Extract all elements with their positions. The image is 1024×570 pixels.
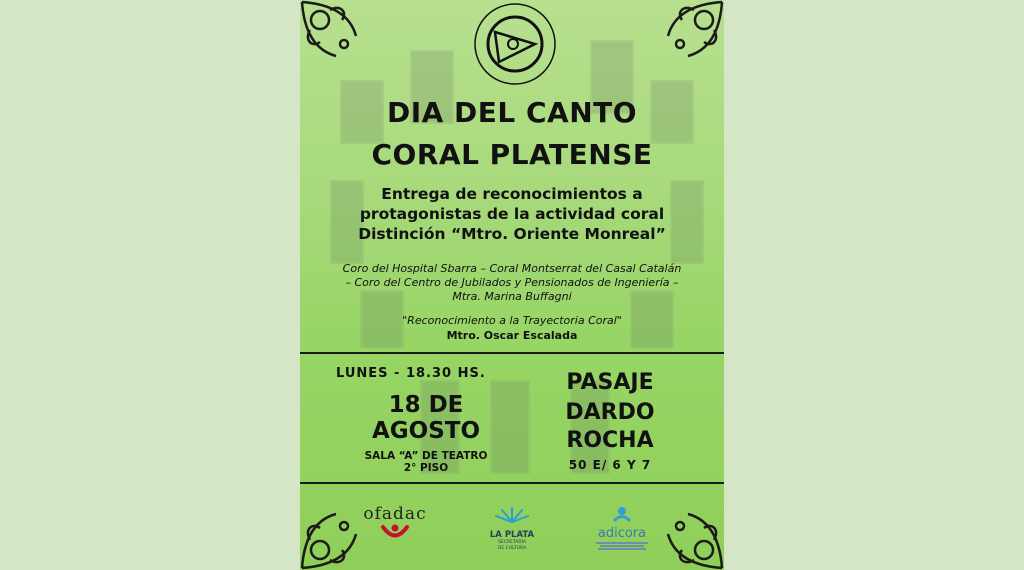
place-line-3: ROCHA <box>566 428 654 453</box>
la-plata-logo <box>486 506 538 554</box>
ornament-top-right <box>654 0 724 70</box>
ofadac-logo <box>358 504 432 550</box>
honorees-line-2: – Coro del Centro de Jubilados y Pensionados de Ingeniería – <box>345 276 679 289</box>
ornament-top-left <box>300 0 370 70</box>
la-plata-sub-2: DE CULTURA <box>497 546 527 551</box>
place-line-2: DARDO <box>565 400 655 425</box>
date-line-1: 18 DE <box>388 392 464 418</box>
ofadac-mark-icon <box>380 524 410 542</box>
subtitle-line-3: Distinción “Mtro. Oriente Monreal” <box>358 225 666 243</box>
ornament-bottom-right <box>654 500 724 570</box>
trajectory-name: Mtro. Oscar Escalada <box>446 329 578 342</box>
la-plata-sub-1: SECRETARÍA <box>498 540 526 545</box>
title-line-1: DIA DEL CANTO <box>386 96 638 129</box>
honorees-line-1: Coro del Hospital Sbarra – Coral Montserrat del Casal Catalán <box>342 262 682 275</box>
room-line-1: SALA “A” DE TEATRO <box>364 450 488 462</box>
address: 50 E/ 6 Y 7 <box>568 458 652 472</box>
title-line-2: CORAL PLATENSE <box>371 138 653 171</box>
subtitle-line-2: protagonistas de la actividad coral <box>359 205 665 223</box>
honorees-line-3: Mtra. Marina Buffagni <box>452 290 572 303</box>
place-line-1: PASAJE <box>566 370 654 395</box>
adicora-mark-icon <box>612 506 632 522</box>
society-seal-logo <box>473 2 557 86</box>
ofadac-text: ofadac <box>363 504 427 524</box>
divider-bottom <box>300 482 724 484</box>
adicora-fineprint <box>592 542 652 550</box>
sun-rays-icon <box>492 506 532 524</box>
room-line-2: 2° PISO <box>403 462 449 474</box>
adicora-logo <box>592 506 652 554</box>
trajectory-label: "Reconocimiento a la Trayectoria Coral" <box>402 314 622 327</box>
day-time: LUNES - 18.30 HS. <box>336 366 486 381</box>
divider-top <box>300 352 724 354</box>
subtitle-line-1: Entrega de reconocimientos a <box>381 185 643 203</box>
la-plata-text: LA PLATA <box>489 530 535 540</box>
adicora-text: adicora <box>597 526 647 541</box>
date-line-2: AGOSTO <box>371 418 481 444</box>
event-poster <box>300 0 724 570</box>
